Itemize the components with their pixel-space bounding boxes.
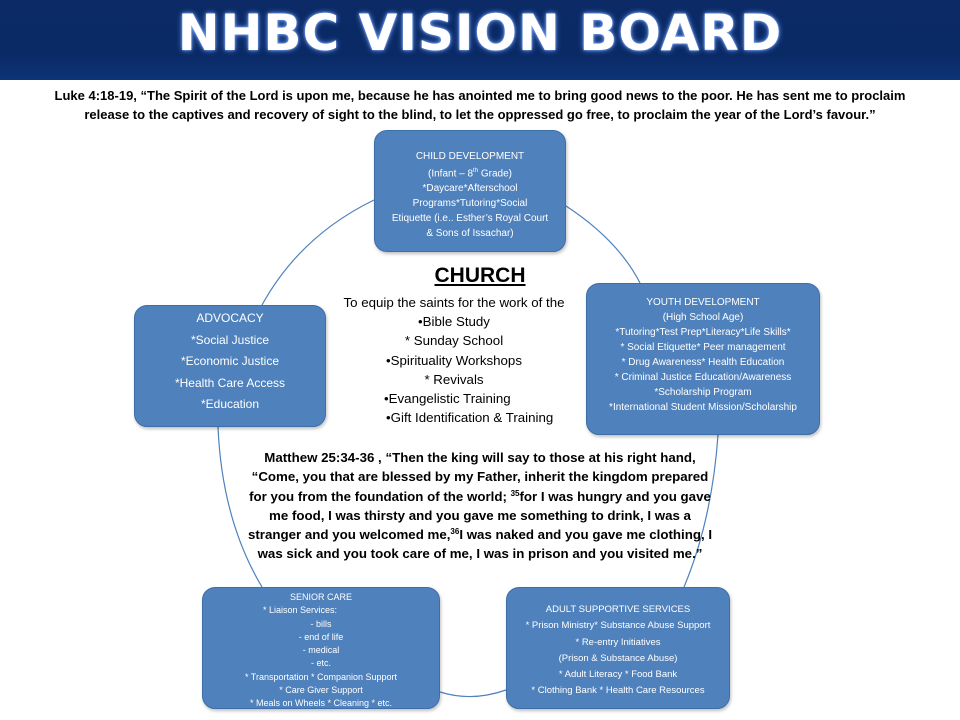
senior-care-line: * Liaison Services: xyxy=(263,605,338,616)
youth-development-line: * Drug Awareness* Health Education xyxy=(621,357,785,368)
matthew-part-2: for I was hungry and you gave me food, I was thirsty and you gave me something to drink, I was a stranger and you welcomed me, xyxy=(247,488,711,543)
senior-care-line: - etc. xyxy=(310,658,331,669)
youth-development-line: *Scholarship Program xyxy=(654,387,752,398)
advocacy-line: *Education xyxy=(200,397,260,411)
advocacy-box xyxy=(134,305,326,427)
senior-care-box xyxy=(202,587,440,709)
cycle-arc-advocacy-child xyxy=(262,200,374,305)
adult-supportive-line: * Prison Ministry* Substance Abuse Support xyxy=(525,620,711,632)
adult-supportive-title: ADULT SUPPORTIVE SERVICES xyxy=(545,604,691,615)
youth-development-line: *International Student Mission/Scholarship xyxy=(609,402,797,413)
verse-35-marker: 35 xyxy=(510,488,520,498)
youth-development-line: * Social Etiquette* Peer management xyxy=(620,342,786,353)
cycle-arc-adult-senior xyxy=(440,690,506,697)
youth-development-line: (High School Age) xyxy=(662,312,744,323)
advocacy-line: *Social Justice xyxy=(190,332,270,347)
senior-care-line: * Meals on Wheels * Cleaning * etc. xyxy=(249,698,393,709)
senior-care-line: - end of life xyxy=(298,631,344,642)
church-item: •Evangelistic Training xyxy=(384,391,511,407)
adult-supportive-line: * Re-entry Initiatives xyxy=(575,636,661,648)
church-ministries xyxy=(322,293,586,427)
senior-care-line: * Care Giver Support xyxy=(279,685,363,696)
church-item: * Revivals xyxy=(424,371,484,387)
adult-supportive-services-box xyxy=(506,587,730,709)
child-development-line: *Daycare*Afterschool xyxy=(422,183,518,195)
page-title: NHBC VISION BOARD xyxy=(177,4,783,62)
luke-scripture-line-1: Luke 4:18-19, “The Spirit of the Lord is upon me, because he has anointed me to bring good news to the poor. He has sent me to proclaim xyxy=(54,88,906,103)
church-item: •Gift Identification & Training xyxy=(386,410,554,426)
child-age-sup: th xyxy=(473,168,479,174)
senior-care-line: - medical xyxy=(302,645,340,656)
matthew-part-3: I was naked and you gave me clothing, I was sick and you took care of me, I was in prison and you visited me.” xyxy=(257,527,713,562)
youth-development-line: * Criminal Justice Education/Awareness xyxy=(614,372,792,383)
church-title: CHURCH xyxy=(434,264,526,287)
youth-development-title: YOUTH DEVELOPMENT xyxy=(646,297,760,308)
child-age-suffix: Grade) xyxy=(478,168,512,180)
verse-36-marker: 36 xyxy=(450,527,460,537)
child-development-line: & Sons of Issachar) xyxy=(426,228,514,240)
church-mission: To equip the saints for the work of the xyxy=(343,295,565,310)
child-development-title: CHILD DEVELOPMENT xyxy=(415,151,525,162)
child-development-line: Etiquette (i.e.. Esther’s Royal Court xyxy=(391,213,549,225)
matthew-part-1: Matthew 25:34-36 , “Then the king will say to those at his right hand, “Come, you that are blessed by my Father, inherit the kingdom prepared for you from the foundation of the world; xyxy=(249,450,709,504)
adult-supportive-line: (Prison & Substance Abuse) xyxy=(558,652,678,664)
senior-care-title: SENIOR CARE xyxy=(289,592,352,602)
church-item: •Bible Study xyxy=(418,314,490,330)
adult-supportive-line: * Clothing Bank * Health Care Resources xyxy=(531,685,705,697)
senior-care-line: * Transportation * Companion Support xyxy=(244,671,398,682)
child-age-prefix: (Infant – 8 xyxy=(428,168,474,180)
child-development-age xyxy=(375,164,565,181)
church-item: •Spirituality Workshops xyxy=(386,352,522,368)
child-development-box xyxy=(374,130,566,252)
advocacy-line: *Economic Justice xyxy=(180,354,280,368)
advocacy-title: ADVOCACY xyxy=(196,311,264,325)
advocacy-line: *Health Care Access xyxy=(174,375,286,390)
church-item: * Sunday School xyxy=(404,333,504,349)
child-development-line: Programs*Tutoring*Social xyxy=(412,198,528,210)
matthew-scripture xyxy=(244,448,716,564)
youth-development-line: *Tutoring*Test Prep*Literacy*Life Skills* xyxy=(615,327,791,338)
youth-development-box xyxy=(586,283,820,435)
adult-supportive-line: * Adult Literacy * Food Bank xyxy=(558,669,678,681)
senior-care-line: - bills xyxy=(310,618,332,629)
luke-scripture-line-2: release to the captives and recovery of sight to the blind, to let the oppressed go free, to proclaim the year of the Lord’s favour.” xyxy=(84,107,876,122)
